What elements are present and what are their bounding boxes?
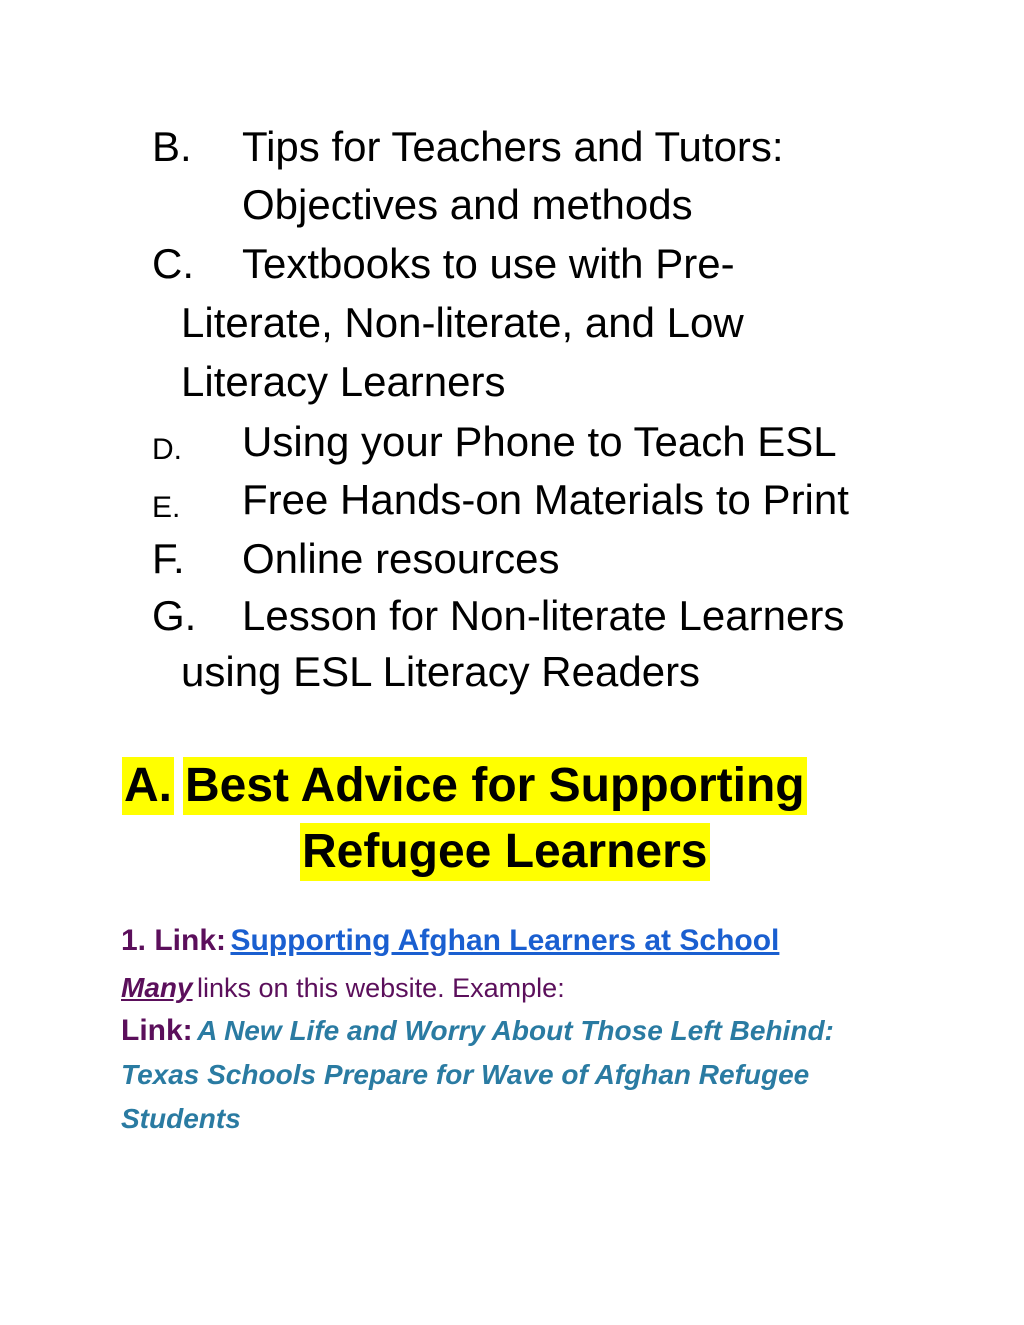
link-label: 1. Link: (121, 924, 227, 957)
toc-item-letter: C. (152, 240, 194, 287)
toc-item-text: Textbooks to use with Pre- (242, 240, 735, 287)
resource-item-2 (121, 1014, 834, 1048)
toc-item-text: Using your Phone to Teach ESL (242, 418, 837, 465)
resource-item-1 (121, 924, 779, 958)
toc-item-text: Literacy Learners (181, 358, 506, 405)
section-title-line2: Refugee Learners (300, 823, 710, 881)
toc-item-letter: B. (152, 123, 192, 170)
article-title-line2[interactable]: Texas Schools Prepare for Wave of Afghan Refugee (121, 1059, 810, 1090)
many-links-note (121, 972, 565, 1004)
toc-item-text: Free Hands-on Materials to Print (242, 476, 849, 523)
article-title-line3[interactable]: Students (121, 1103, 241, 1134)
toc-item-letter: E. (152, 491, 181, 524)
toc-item-letter: G. (152, 592, 197, 639)
toc-item-letter: F. (152, 535, 185, 582)
toc-item-text: Objectives and methods (242, 181, 693, 228)
supporting-afghan-learners-link[interactable]: Supporting Afghan Learners at School (230, 924, 780, 957)
toc-item-letter: D. (152, 433, 182, 466)
toc-item-text: Tips for Teachers and Tutors: (242, 123, 784, 170)
section-title-line1: Best Advice for Supporting (183, 757, 807, 815)
toc-item-text: Online resources (242, 535, 560, 582)
link-label: Link: (121, 1014, 193, 1047)
resource-item-2-continued (121, 1103, 241, 1135)
toc-item-text: using ESL Literacy Readers (181, 648, 701, 695)
toc-item-text: Lesson for Non-literate Learners (242, 592, 845, 639)
many-links-text: links on this website. Example: (197, 973, 565, 1003)
section-letter: A. (122, 757, 174, 815)
article-title-line1[interactable]: A New Life and Worry About Those Left Behind: (197, 1015, 834, 1046)
resource-item-2-continued (121, 1059, 809, 1091)
toc-item-text: Literate, Non-literate, and Low (181, 299, 744, 346)
many-emphasis: Many (121, 972, 193, 1003)
